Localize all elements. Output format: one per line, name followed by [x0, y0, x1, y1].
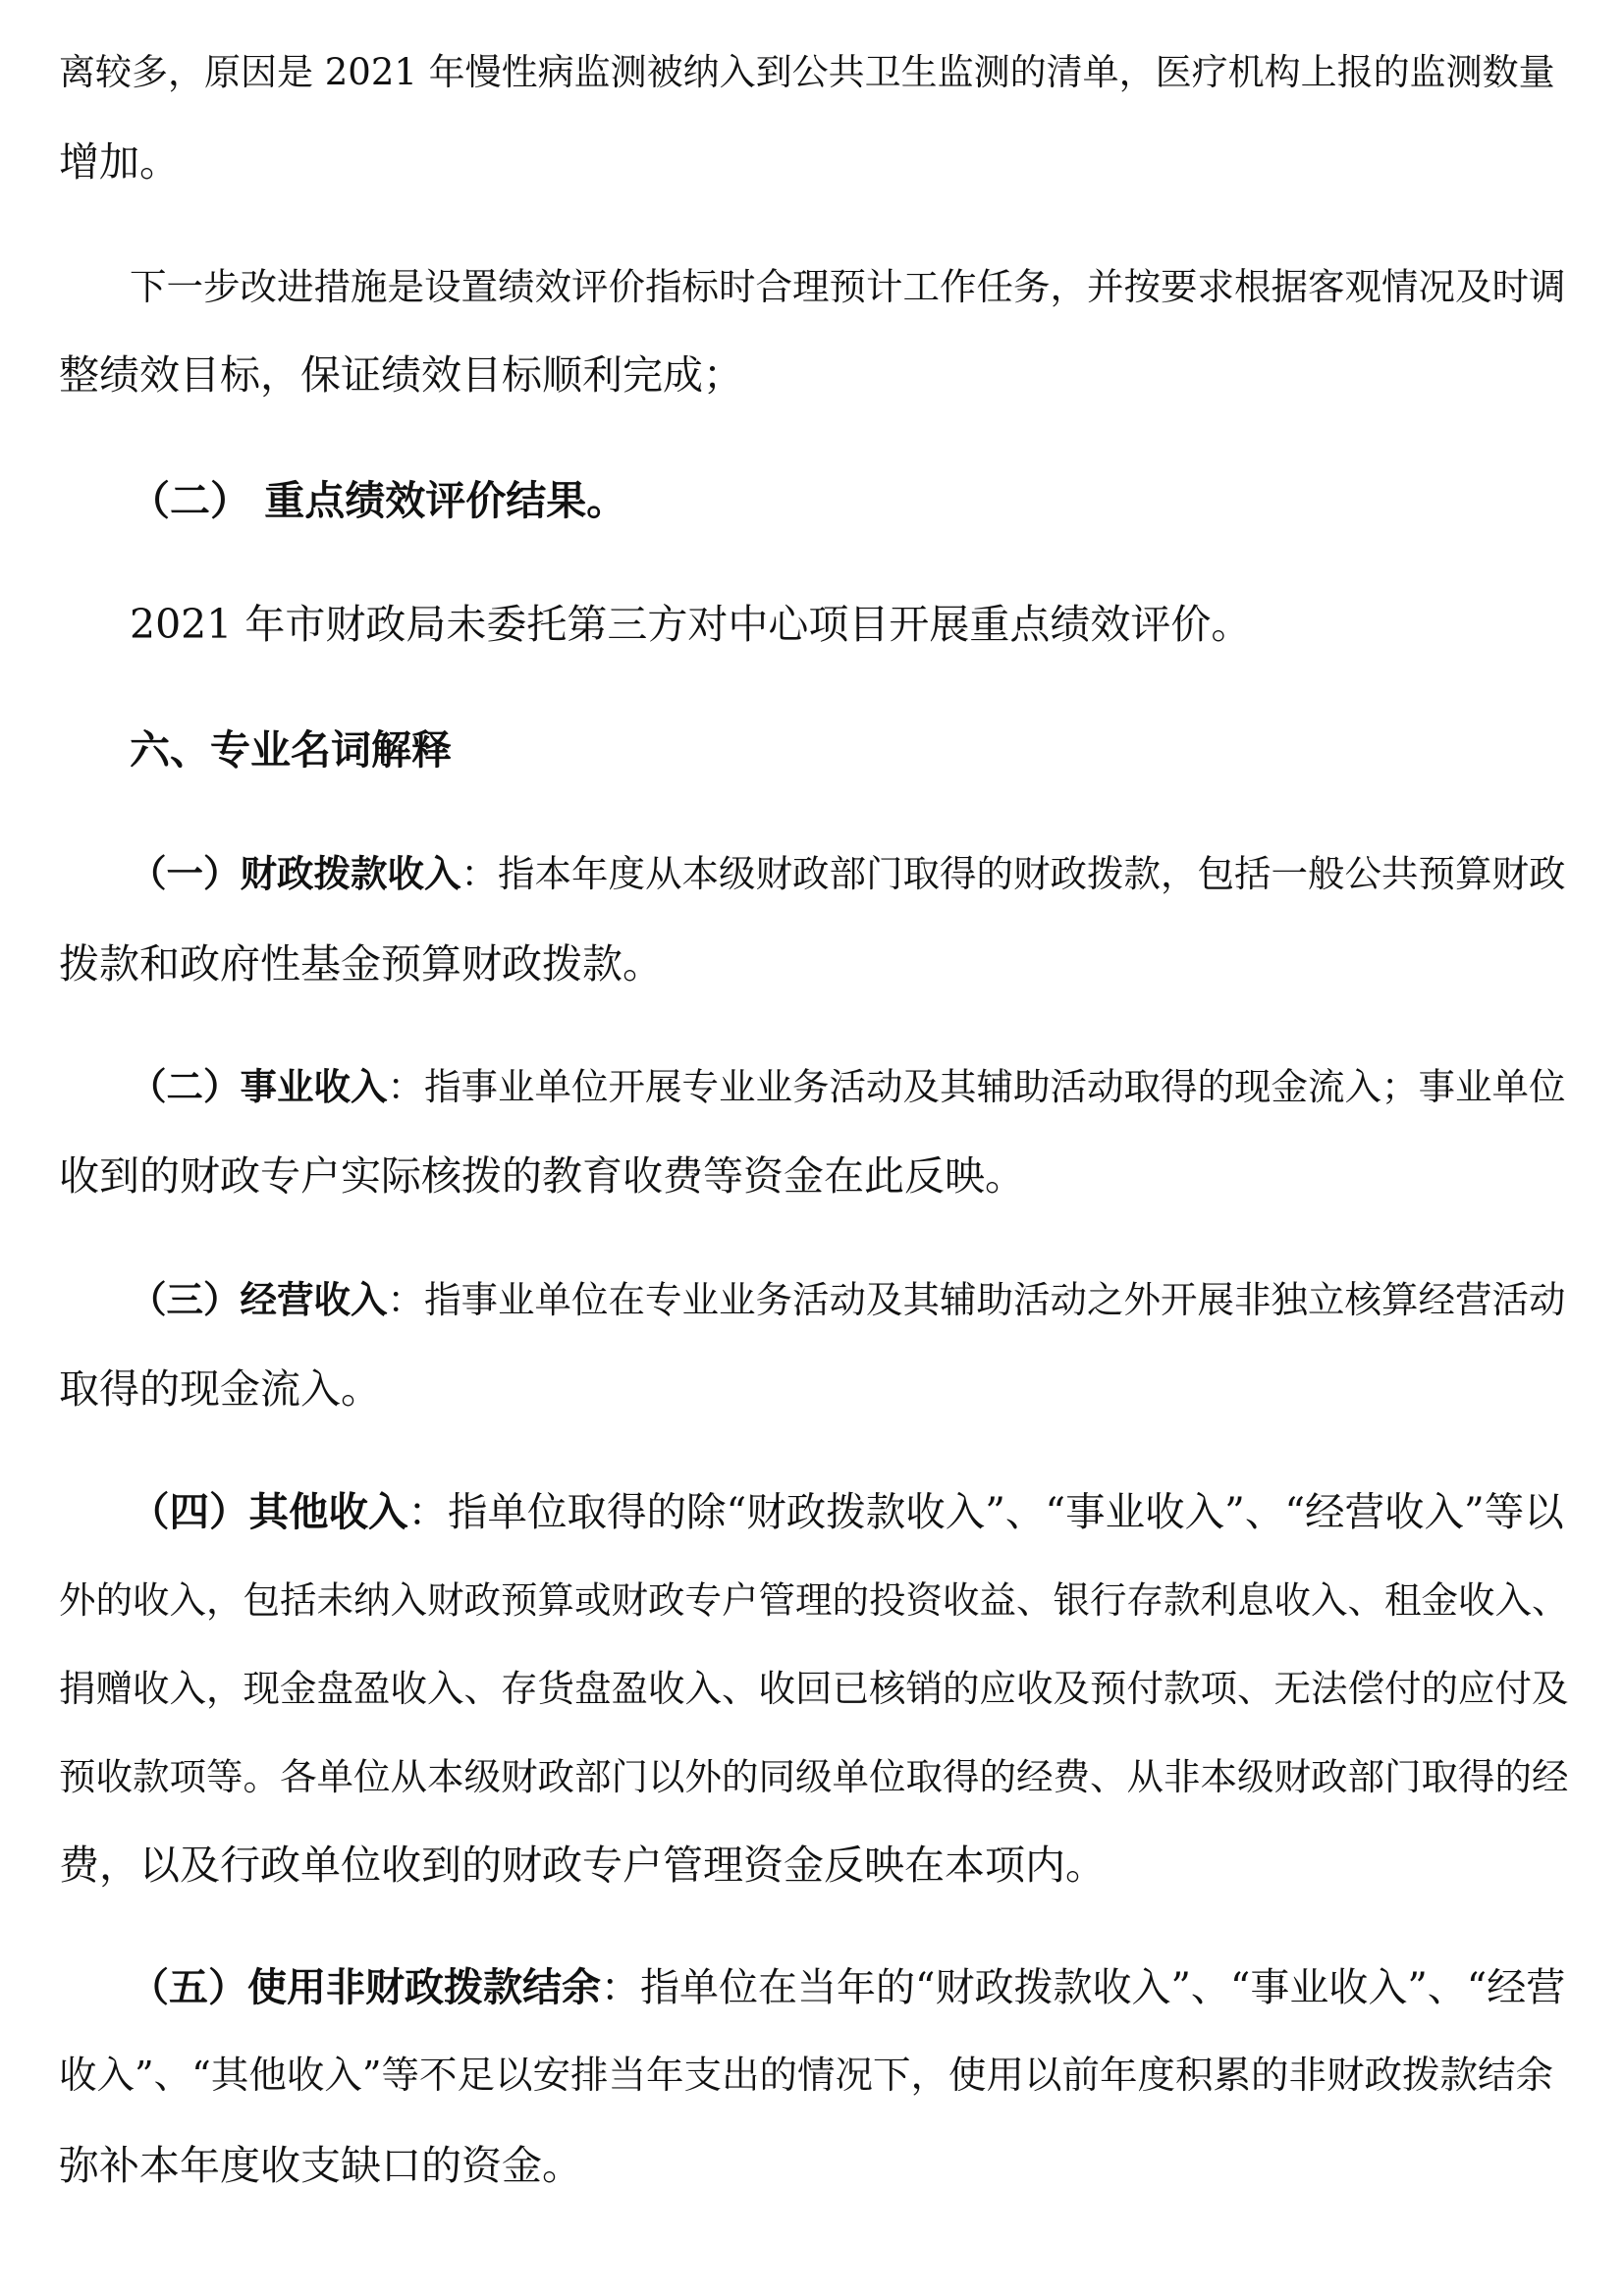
paragraph-line: 收到的财政专户实际核拨的教育收费等资金在此反映。: [59, 1152, 1025, 1200]
paragraph-line: 整绩效目标，保证绩效目标顺利完成；: [59, 351, 743, 399]
term-definition: ：指单位取得的除“财政拨款收入”、“事业收入”、“经营收入”等以: [407, 1488, 1564, 1535]
section-heading: 六、专业名词解释: [130, 726, 452, 774]
paragraph-line: 捐赠收入，现金盘盈收入、存货盘盈收入、收回已核销的应收及预付款项、无法偿付的应付及: [59, 1667, 1569, 1710]
paragraph-line: 离较多，原因是 2021 年慢性病监测被纳入到公共卫生监测的清单，医疗机构上报的监测数量: [59, 51, 1555, 93]
term-definition: ：指事业单位在专业业务活动及其辅助活动之外开展非独立核算经营活动: [387, 1278, 1566, 1321]
term-line: [130, 844, 1566, 903]
paragraph-line: 2021 年市财政局未委托第三方对中心项目开展重点绩效评价。: [130, 601, 1252, 648]
paragraph-line: 弥补本年度收支缺口的资金。: [59, 2142, 582, 2189]
term-title: （三）经营收入: [130, 1278, 388, 1321]
paragraph-line: 增加。: [59, 138, 180, 186]
term-definition: ：指单位在当年的“财政拨款收入”、“事业收入”、“经营: [601, 1965, 1566, 2010]
paragraph-line: 收入”、“其他收入”等不足以安排当年支出的情况下，使用以前年度积累的非财政拨款结余: [59, 2054, 1554, 2098]
term-title: （一）财政拨款收入: [130, 852, 461, 895]
term-line: [130, 1958, 1565, 2017]
term-title: （五）使用非财政拨款结余: [130, 1965, 601, 2010]
paragraph-line: 拨款和政府性基金预算财政拨款。: [59, 940, 663, 988]
term-line: [130, 1482, 1564, 1541]
paragraph-line: 下一步改进措施是设置绩效评价指标时合理预计工作任务，并按要求根据客观情况及时调: [130, 265, 1566, 308]
paragraph-line: 费，以及行政单位收到的财政专户管理资金反映在本项内。: [59, 1842, 1106, 1889]
term-definition: ：指本年度从本级财政部门取得的财政拨款，包括一般公共预算财政: [460, 852, 1566, 895]
paragraph-line: 取得的现金流入。: [59, 1365, 381, 1413]
paragraph-line: 外的收入，包括未纳入财政预算或财政专户管理的投资收益、银行存款利息收入、租金收入、: [59, 1578, 1569, 1622]
section-heading: （二） 重点绩效评价结果。: [130, 477, 627, 524]
document-page: [59, 0, 1569, 2296]
term-title: （二）事业收入: [130, 1065, 388, 1108]
term-title: （四）其他收入: [130, 1488, 408, 1535]
term-line: [130, 1057, 1566, 1116]
paragraph-line: 预收款项等。各单位从本级财政部门以外的同级单位取得的经费、从非本级财政部门取得的经: [59, 1755, 1569, 1798]
term-definition: ：指事业单位开展专业业务活动及其辅助活动取得的现金流入；事业单位: [387, 1065, 1566, 1108]
term-line: [130, 1270, 1566, 1329]
